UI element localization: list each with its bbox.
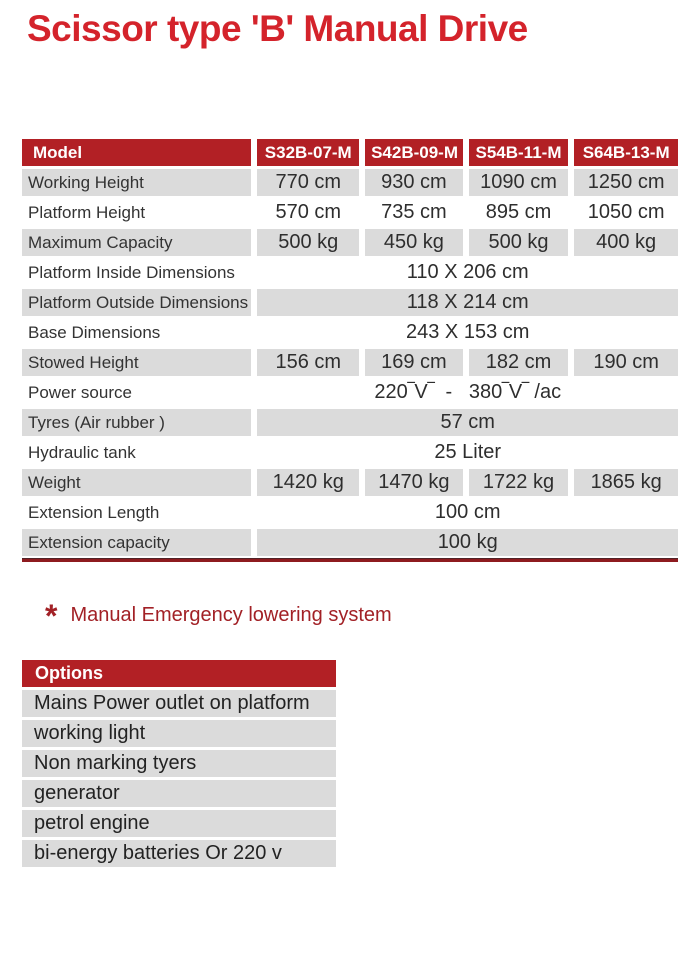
cell-value: 1090 cm: [469, 169, 569, 196]
cell-value: 770 cm: [257, 169, 359, 196]
cell-value: 1420 kg: [257, 469, 359, 496]
row-label: Maximum Capacity: [22, 229, 251, 256]
option-item-generator: generator: [22, 780, 336, 807]
spec-table-grid: [16, 136, 684, 559]
options-header: Options: [22, 660, 336, 687]
cell-value: 450 kg: [365, 229, 463, 256]
table-row-power-source: [22, 379, 678, 406]
row-label: Working Height: [22, 169, 251, 196]
table-row-working-height: [22, 169, 678, 196]
option-item-non-marking-tyers: Non marking tyers: [22, 750, 336, 777]
cell-value: 1470 kg: [365, 469, 463, 496]
options-table: [22, 660, 336, 867]
row-label: Base Dimensions: [22, 319, 251, 346]
table-row-weight: [22, 469, 678, 496]
cell-span-value: 100 kg: [257, 529, 678, 556]
table-row-platform-inside-dimensions: [22, 259, 678, 286]
cell-span-value: 57 cm: [257, 409, 678, 436]
row-label: Power source: [22, 379, 251, 406]
cell-span-value: 25 Liter: [257, 439, 678, 466]
cell-span-value: 118 X 214 cm: [257, 289, 678, 316]
cell-value: 169 cm: [365, 349, 463, 376]
table-row-hydraulic-tank: [22, 439, 678, 466]
cell-value: 570 cm: [257, 199, 359, 226]
cell-span-value: 110 X 206 cm: [257, 259, 678, 286]
table-row-extension-capacity: [22, 529, 678, 556]
cell-span-value: 100 cm: [257, 499, 678, 526]
row-label: Tyres (Air rubber ): [22, 409, 251, 436]
table-row-stowed-height: [22, 349, 678, 376]
row-label: Platform Inside Dimensions: [22, 259, 251, 286]
option-item-bi-energy-batteries: bi-energy batteries Or 220 v: [22, 840, 336, 867]
option-item-working-light: working light: [22, 720, 336, 747]
cell-value: 182 cm: [469, 349, 569, 376]
row-label: Platform Outside Dimensions: [22, 289, 251, 316]
cell-value: 156 cm: [257, 349, 359, 376]
asterisk-icon: *: [45, 598, 58, 634]
row-label: Stowed Height: [22, 349, 251, 376]
footnote-text: Manual Emergency lowering system: [70, 604, 392, 626]
page-title: Scissor type 'B' Manual Drive: [27, 8, 528, 49]
row-label: Hydraulic tank: [22, 439, 251, 466]
table-row-maximum-capacity: [22, 229, 678, 256]
table-row-tyres: [22, 409, 678, 436]
spec-table: [22, 139, 678, 562]
cell-value: 500 kg: [257, 229, 359, 256]
cell-value: 930 cm: [365, 169, 463, 196]
column-header-s64b: S64B-13-M: [574, 139, 678, 166]
option-item-petrol-engine: petrol engine: [22, 810, 336, 837]
cell-value: 1250 cm: [574, 169, 678, 196]
cell-value: 400 kg: [574, 229, 678, 256]
column-header-model: Model: [22, 139, 251, 166]
cell-value: 1865 kg: [574, 469, 678, 496]
cell-value: 735 cm: [365, 199, 463, 226]
table-row-extension-length: [22, 499, 678, 526]
table-row-base-dimensions: [22, 319, 678, 346]
column-header-s42b: S42B-09-M: [365, 139, 463, 166]
row-label: Platform Height: [22, 199, 251, 226]
cell-value: 500 kg: [469, 229, 569, 256]
cell-value: 190 cm: [574, 349, 678, 376]
cell-value: 895 cm: [469, 199, 569, 226]
cell-span-value: 220‾V‾ - 380‾V‾ /ac: [257, 379, 678, 406]
table-row-platform-outside-dimensions: [22, 289, 678, 316]
column-header-s32b: S32B-07-M: [257, 139, 359, 166]
footnote: [45, 598, 392, 635]
row-label: Weight: [22, 469, 251, 496]
cell-value: 1722 kg: [469, 469, 569, 496]
table-row-platform-height: [22, 199, 678, 226]
option-item-mains-power: Mains Power outlet on platform: [22, 690, 336, 717]
row-label: Extension capacity: [22, 529, 251, 556]
table-header-row: [22, 139, 678, 166]
table-bottom-rule: [22, 558, 678, 562]
cell-span-value: 243 X 153 cm: [257, 319, 678, 346]
row-label: Extension Length: [22, 499, 251, 526]
cell-value: 1050 cm: [574, 199, 678, 226]
column-header-s54b: S54B-11-M: [469, 139, 569, 166]
